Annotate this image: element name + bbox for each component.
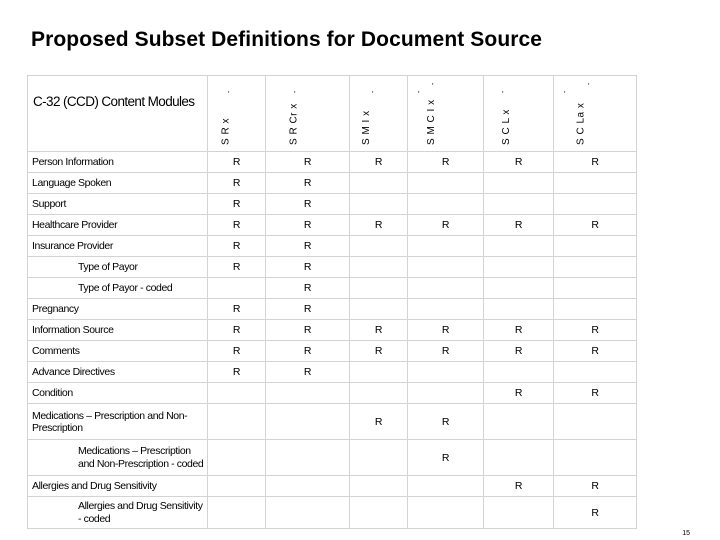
cell-value: R: [350, 320, 408, 341]
cell-value: [350, 299, 408, 320]
cell-value: [350, 383, 408, 404]
table-row: [28, 236, 637, 257]
cell-value: [350, 173, 408, 194]
column-header: ' S R Cr x: [266, 76, 350, 152]
cell-value: R: [266, 362, 350, 383]
cell-value: R: [554, 497, 637, 529]
cell-value: [484, 440, 554, 476]
cell-value: [484, 173, 554, 194]
cell-value: [408, 299, 484, 320]
row-label: Allergies and Drug Sensitivity: [28, 476, 208, 497]
row-label: Condition: [28, 383, 208, 404]
cell-value: [408, 383, 484, 404]
cell-value: R: [266, 320, 350, 341]
cell-value: R: [208, 257, 266, 278]
cell-value: R: [484, 341, 554, 362]
cell-value: R: [208, 362, 266, 383]
table-row: [28, 497, 637, 529]
cell-value: R: [208, 152, 266, 173]
cell-value: R: [208, 236, 266, 257]
cell-value: R: [554, 383, 637, 404]
row-label: Language Spoken: [28, 173, 208, 194]
cell-value: [208, 476, 266, 497]
cell-value: R: [266, 299, 350, 320]
cell-value: R: [484, 152, 554, 173]
column-label: S M C I x: [425, 99, 437, 145]
table-row: [28, 152, 637, 173]
cell-value: R: [554, 152, 637, 173]
cell-value: [266, 383, 350, 404]
header-label: C-32 (CCD) Content Modules: [33, 94, 195, 109]
column-label: S C La x: [575, 102, 587, 145]
cell-value: [554, 404, 637, 440]
row-label: Insurance Provider: [28, 236, 208, 257]
cell-value: R: [554, 215, 637, 236]
cell-value: R: [554, 320, 637, 341]
cell-value: [484, 299, 554, 320]
cell-value: [484, 497, 554, 529]
cell-value: R: [484, 476, 554, 497]
cell-value: R: [208, 215, 266, 236]
cell-value: R: [208, 194, 266, 215]
row-label: Medications – Prescription and Non-Prescription: [28, 404, 208, 440]
cell-value: [350, 236, 408, 257]
cell-value: [408, 236, 484, 257]
cell-value: [266, 476, 350, 497]
table-row: [28, 299, 637, 320]
column-label: S C L x: [500, 109, 512, 145]
cell-value: [408, 362, 484, 383]
row-label: Pregnancy: [28, 299, 208, 320]
page-number: 15: [682, 530, 690, 537]
row-label: Type of Payor - coded: [28, 278, 208, 299]
cell-value: [408, 173, 484, 194]
table-row: [28, 476, 637, 497]
cell-value: [484, 194, 554, 215]
cell-value: [408, 476, 484, 497]
column-header: ' ' S C La x: [554, 76, 637, 152]
cell-value: [350, 476, 408, 497]
cell-value: R: [208, 173, 266, 194]
cell-value: [350, 194, 408, 215]
cell-value: R: [484, 215, 554, 236]
cell-value: R: [266, 152, 350, 173]
cell-value: R: [208, 320, 266, 341]
cell-value: [408, 194, 484, 215]
table-row: [28, 320, 637, 341]
column-label: S R x: [220, 118, 232, 145]
row-label: Information Source: [28, 320, 208, 341]
column-header: ' ' S M C I x: [408, 76, 484, 152]
cell-value: R: [350, 341, 408, 362]
cell-value: [554, 173, 637, 194]
cell-value: [208, 440, 266, 476]
cell-value: R: [408, 152, 484, 173]
cell-value: [350, 440, 408, 476]
row-label: Medications – Prescription and Non-Prescription - coded: [28, 440, 208, 476]
table-row: [28, 173, 637, 194]
table-header-row: [28, 76, 637, 152]
cell-value: [208, 497, 266, 529]
table-row: [28, 278, 637, 299]
table-row: [28, 404, 637, 440]
cell-value: [554, 257, 637, 278]
cell-value: R: [266, 215, 350, 236]
cell-value: R: [208, 341, 266, 362]
cell-value: R: [484, 320, 554, 341]
header-label-cell: [28, 76, 208, 152]
column-header: ' S R x: [208, 76, 266, 152]
cell-value: [408, 257, 484, 278]
row-label: Advance Directives: [28, 362, 208, 383]
table-row: [28, 341, 637, 362]
cell-value: R: [266, 278, 350, 299]
cell-value: [266, 440, 350, 476]
cell-value: [208, 383, 266, 404]
cell-value: R: [350, 152, 408, 173]
cell-value: R: [408, 404, 484, 440]
cell-value: R: [408, 341, 484, 362]
cell-value: R: [266, 236, 350, 257]
subset-definitions-table: [27, 75, 637, 529]
cell-value: [266, 404, 350, 440]
cell-value: [554, 278, 637, 299]
table-row: [28, 194, 637, 215]
table-row: [28, 362, 637, 383]
cell-value: R: [408, 440, 484, 476]
row-label: Support: [28, 194, 208, 215]
cell-value: R: [266, 257, 350, 278]
cell-value: [554, 194, 637, 215]
cell-value: [484, 278, 554, 299]
cell-value: R: [350, 215, 408, 236]
cell-value: R: [554, 476, 637, 497]
cell-value: R: [266, 173, 350, 194]
cell-value: R: [484, 383, 554, 404]
table-row: [28, 215, 637, 236]
cell-value: [408, 497, 484, 529]
cell-value: R: [266, 194, 350, 215]
column-header: ' S C L x: [484, 76, 554, 152]
table-row: [28, 440, 637, 476]
cell-value: [350, 497, 408, 529]
column-label: S M I x: [360, 110, 372, 145]
cell-value: [350, 362, 408, 383]
row-label: Type of Payor: [28, 257, 208, 278]
cell-value: [554, 299, 637, 320]
cell-value: [484, 362, 554, 383]
row-label: Healthcare Provider: [28, 215, 208, 236]
cell-value: [554, 362, 637, 383]
slide-title: Proposed Subset Definitions for Document Source: [31, 28, 543, 51]
row-label: Comments: [28, 341, 208, 362]
cell-value: [484, 404, 554, 440]
table-row: [28, 383, 637, 404]
cell-value: [484, 236, 554, 257]
cell-value: R: [554, 341, 637, 362]
table-row: [28, 257, 637, 278]
cell-value: [554, 440, 637, 476]
cell-value: R: [350, 404, 408, 440]
column-header: ' S M I x: [350, 76, 408, 152]
cell-value: [208, 278, 266, 299]
row-label: Allergies and Drug Sensitivity - coded: [28, 497, 208, 529]
column-label: S R Cr x: [288, 103, 300, 145]
cell-value: [208, 404, 266, 440]
cell-value: R: [208, 299, 266, 320]
cell-value: [484, 257, 554, 278]
cell-value: R: [266, 341, 350, 362]
cell-value: R: [408, 320, 484, 341]
cell-value: [350, 257, 408, 278]
cell-value: R: [408, 215, 484, 236]
row-label: Person Information: [28, 152, 208, 173]
cell-value: [554, 236, 637, 257]
cell-value: [266, 497, 350, 529]
cell-value: [408, 278, 484, 299]
cell-value: [350, 278, 408, 299]
